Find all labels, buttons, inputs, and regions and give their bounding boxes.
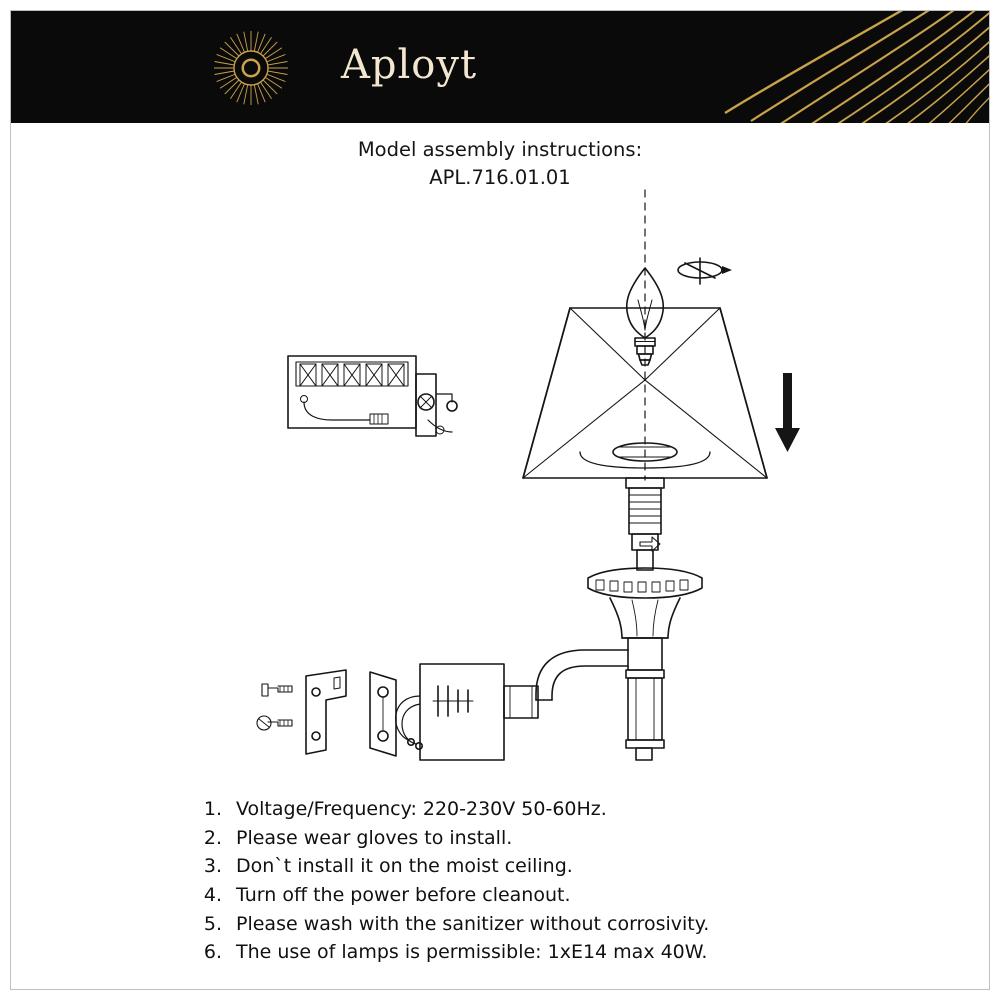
list-item [196,882,916,909]
list-item [196,796,916,823]
note-text: Please wash with the sanitizer without corrosivity. [236,912,710,935]
junction-box [396,664,538,760]
note-number: 5. [203,912,222,935]
list-item [196,911,916,938]
screws-and-anchors [257,684,292,730]
note-number: 6. [203,941,222,964]
list-item [196,825,916,852]
fan-rays-ornament-icon [629,11,989,123]
terminal-block [288,356,457,436]
insert-direction-arrow-icon [775,373,800,452]
note-text: Don`t install it on the moist ceiling. [236,855,573,878]
wall-lamp-assembly-diagram [40,180,960,780]
model-code: APL.716.01.01 [429,166,571,190]
note-number: 3. [203,855,222,878]
instruction-notes-list [196,796,916,968]
lamp-stem-base [626,638,664,760]
note-text: Voltage/Frequency: 220-230V 50-60Hz. [236,798,607,820]
sunburst-logo-icon [196,29,306,107]
list-item [196,853,916,880]
curved-arm [536,650,628,700]
decorative-collar [588,550,702,638]
note-number: 4. [203,883,222,906]
rotate-icon [678,258,732,284]
wall-mount-bracket [306,670,346,754]
note-text: Please wear gloves to install. [236,826,513,849]
wall-plate [370,672,396,756]
lamp-socket [626,478,664,551]
note-text: Turn off the power before cleanout. [236,883,571,906]
title-heading: Model assembly instructions: [357,138,643,161]
list-item [196,939,916,966]
note-text: The use of lamps is permissible: 1xE14 max 40W. [236,941,708,964]
note-number: 1. [203,798,222,820]
brand-name: Aployt [341,42,478,88]
brand-header [11,11,989,123]
note-number: 2. [203,826,222,849]
